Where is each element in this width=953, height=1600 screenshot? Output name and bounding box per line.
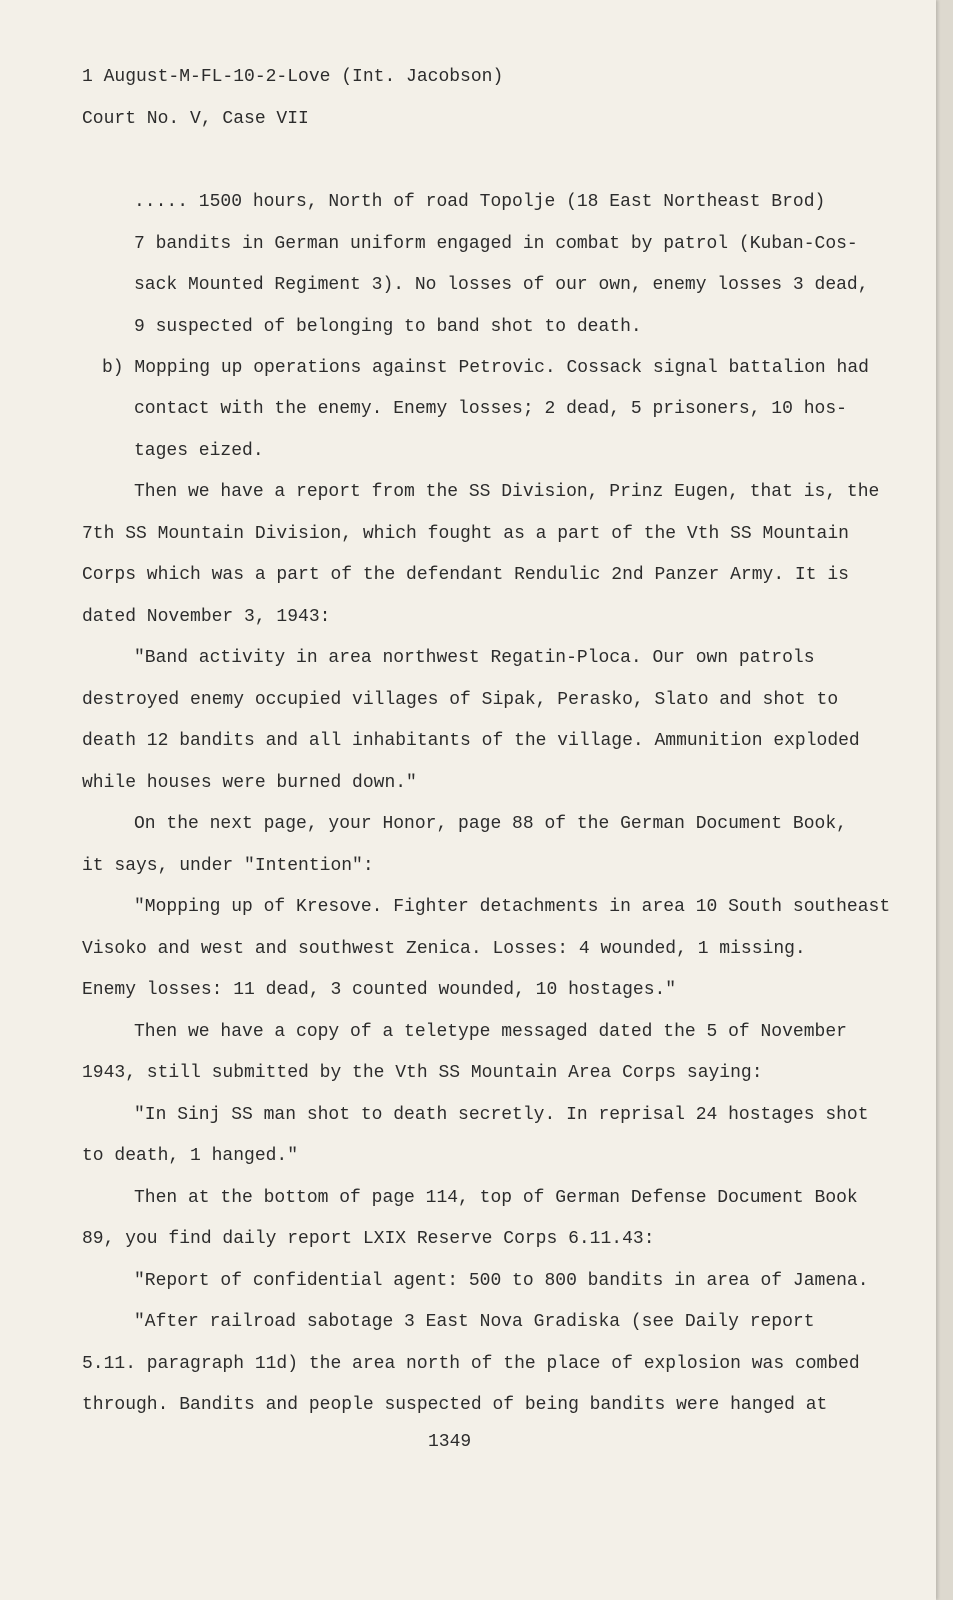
text-line: "Mopping up of Kresove. Fighter detachments in area 10 South southeast (134, 897, 891, 917)
text-line: it says, under "Intention": (82, 856, 374, 876)
text-line: destroyed enemy occupied villages of Sipak, Perasko, Slato and shot to (82, 690, 839, 710)
text-line: Then we have a copy of a teletype messaged dated the 5 of November (134, 1022, 847, 1042)
text-line: "Band activity in area northwest Regatin-Ploca. Our own patrols (134, 648, 815, 668)
text-line: "In Sinj SS man shot to death secretly. In reprisal 24 hostages shot (134, 1105, 869, 1125)
text-line: through. Bandits and people suspected of being bandits were hanged at (82, 1395, 828, 1415)
text-line: contact with the enemy. Enemy losses; 2 dead, 5 prisoners, 10 hos- (134, 399, 847, 419)
court-info: Court No. V, Case VII (82, 109, 309, 129)
text-line: 1943, still submitted by the Vth SS Mountain Area Corps saying: (82, 1063, 763, 1083)
text-line: sack Mounted Regiment 3). No losses of our own, enemy losses 3 dead, (134, 275, 869, 295)
text-line: Visoko and west and southwest Zenica. Losses: 4 wounded, 1 missing. (82, 939, 806, 959)
text-line: while houses were burned down." (82, 773, 417, 793)
text-line: Then we have a report from the SS Division, Prinz Eugen, that is, the (134, 482, 880, 502)
text-line: ..... 1500 hours, North of road Topolje (18 East Northeast Brod) (134, 192, 826, 212)
text-line: Then at the bottom of page 114, top of German Defense Document Book (134, 1188, 858, 1208)
text-line: b) Mopping up operations against Petrovic. Cossack signal battalion had (102, 358, 869, 378)
text-line: dated November 3, 1943: (82, 607, 331, 627)
text-line: 7 bandits in German uniform engaged in combat by patrol (Kuban-Cos- (134, 234, 858, 254)
text-line: Corps which was a part of the defendant Rendulic 2nd Panzer Army. It is (82, 565, 849, 585)
text-line: 5.11. paragraph 11d) the area north of the place of explosion was combed (82, 1354, 860, 1374)
text-line: to death, 1 hanged." (82, 1146, 299, 1166)
text-line: death 12 bandits and all inhabitants of the village. Ammunition exploded (82, 731, 860, 751)
text-line: "Report of confidential agent: 500 to 800 bandits in area of Jamena. (134, 1271, 869, 1291)
text-line: Enemy losses: 11 dead, 3 counted wounded, 10 hostages." (82, 980, 677, 1000)
page-number: 1349 (428, 1432, 472, 1452)
text-line: tages eized. (134, 441, 264, 461)
text-line: 9 suspected of belonging to band shot to death. (134, 317, 642, 337)
text-line: On the next page, your Honor, page 88 of the German Document Book, (134, 814, 847, 834)
document-id: 1 August-M-FL-10-2-Love (Int. Jacobson) (82, 67, 504, 87)
text-line: 7th SS Mountain Division, which fought as a part of the Vth SS Mountain (82, 524, 849, 544)
text-line: 89, you find daily report LXIX Reserve Corps 6.11.43: (82, 1229, 655, 1249)
text-line: "After railroad sabotage 3 East Nova Gradiska (see Daily report (134, 1312, 815, 1332)
